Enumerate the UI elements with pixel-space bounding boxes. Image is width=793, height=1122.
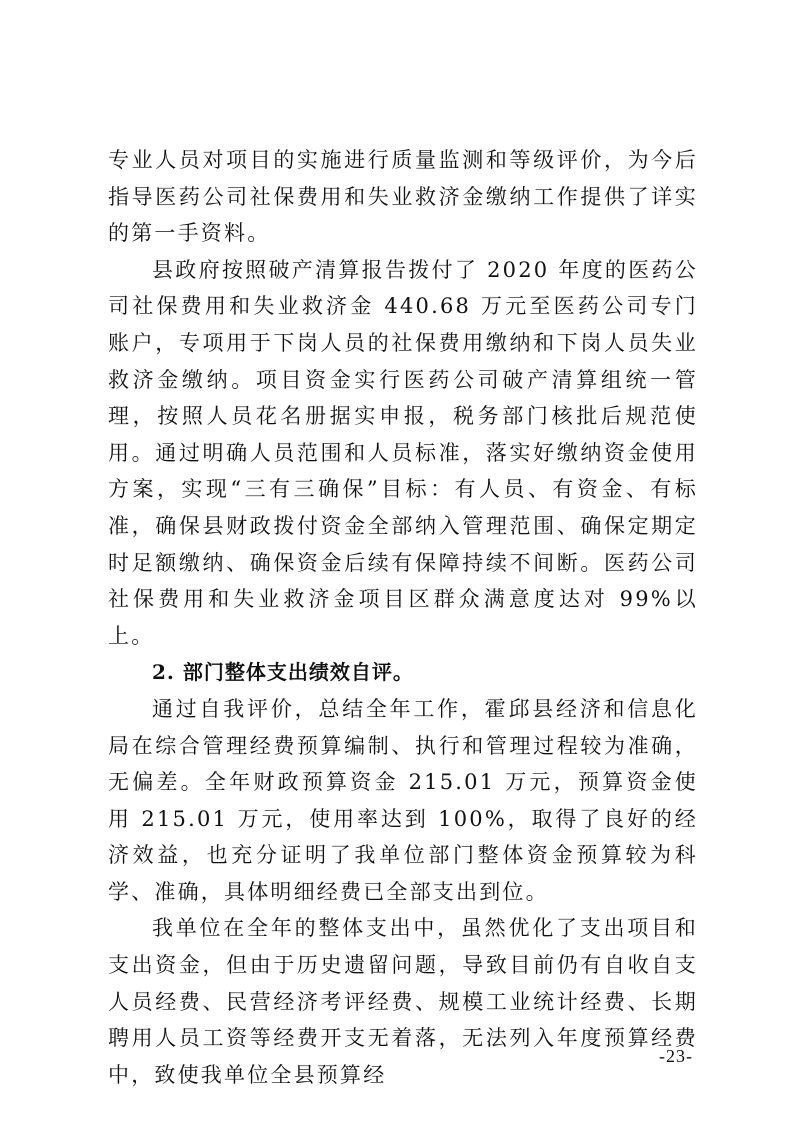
- paragraph-funding: 县政府按照破产清算报告拨付了 2020 年度的医药公司社保费用和失业救济金 440.68 万元至医药公司专门账户，专项用于下岗人员的社保费用缴纳和下岗人员失业救济金缴纳。项目资金实行医药公司破产清算组统一管理，按照人员花名册据实申报，税务部门核批后规范使用。通过明确人员范围和人员标准，落实好缴纳资金使用方案，实现“三有三确保”目标：有人员、有资金、有标准，确保县财政拨付资金全部纳入管理范围、确保定期定时足额缴纳、确保资金后续有保障持续不间断。医药公司社保费用和失业救济金项目区群众满意度达对 99%以上。: [108, 257, 698, 648]
- paragraph-continuation: 专业人员对项目的实施进行质量监测和等级评价，为今后指导医药公司社保费用和失业救济金缴纳工作提供了详实的第一手资料。: [108, 148, 698, 246]
- document-body: [108, 142, 698, 1093]
- section-heading: 2. 部门整体支出绩效自评。: [152, 660, 414, 685]
- paragraph-expenditure: 我单位在全年的整体支出中，虽然优化了支出项目和支出资金，但由于历史遗留问题，导致目前仍有自收自支人员经费、民营经济考评经费、规模工业统计经费、长期聘用人员工资等经费开支无着落，无法列入年度预算经费中，致使我单位全县预算经: [108, 916, 698, 1087]
- page-number: -23-: [659, 1046, 693, 1066]
- paragraph-self-evaluation: 通过自我评价，总结全年工作，霍邱县经济和信息化局在综合管理经费预算编制、执行和管理过程较为准确，无偏差。全年财政预算资金 215.01 万元，预算资金使用 215.01 万元，使用率达到 100%，取得了良好的经济效益，也充分证明了我单位部门整体资金预算较为科学、准确，具体明细经费已全部支出到位。: [108, 696, 698, 904]
